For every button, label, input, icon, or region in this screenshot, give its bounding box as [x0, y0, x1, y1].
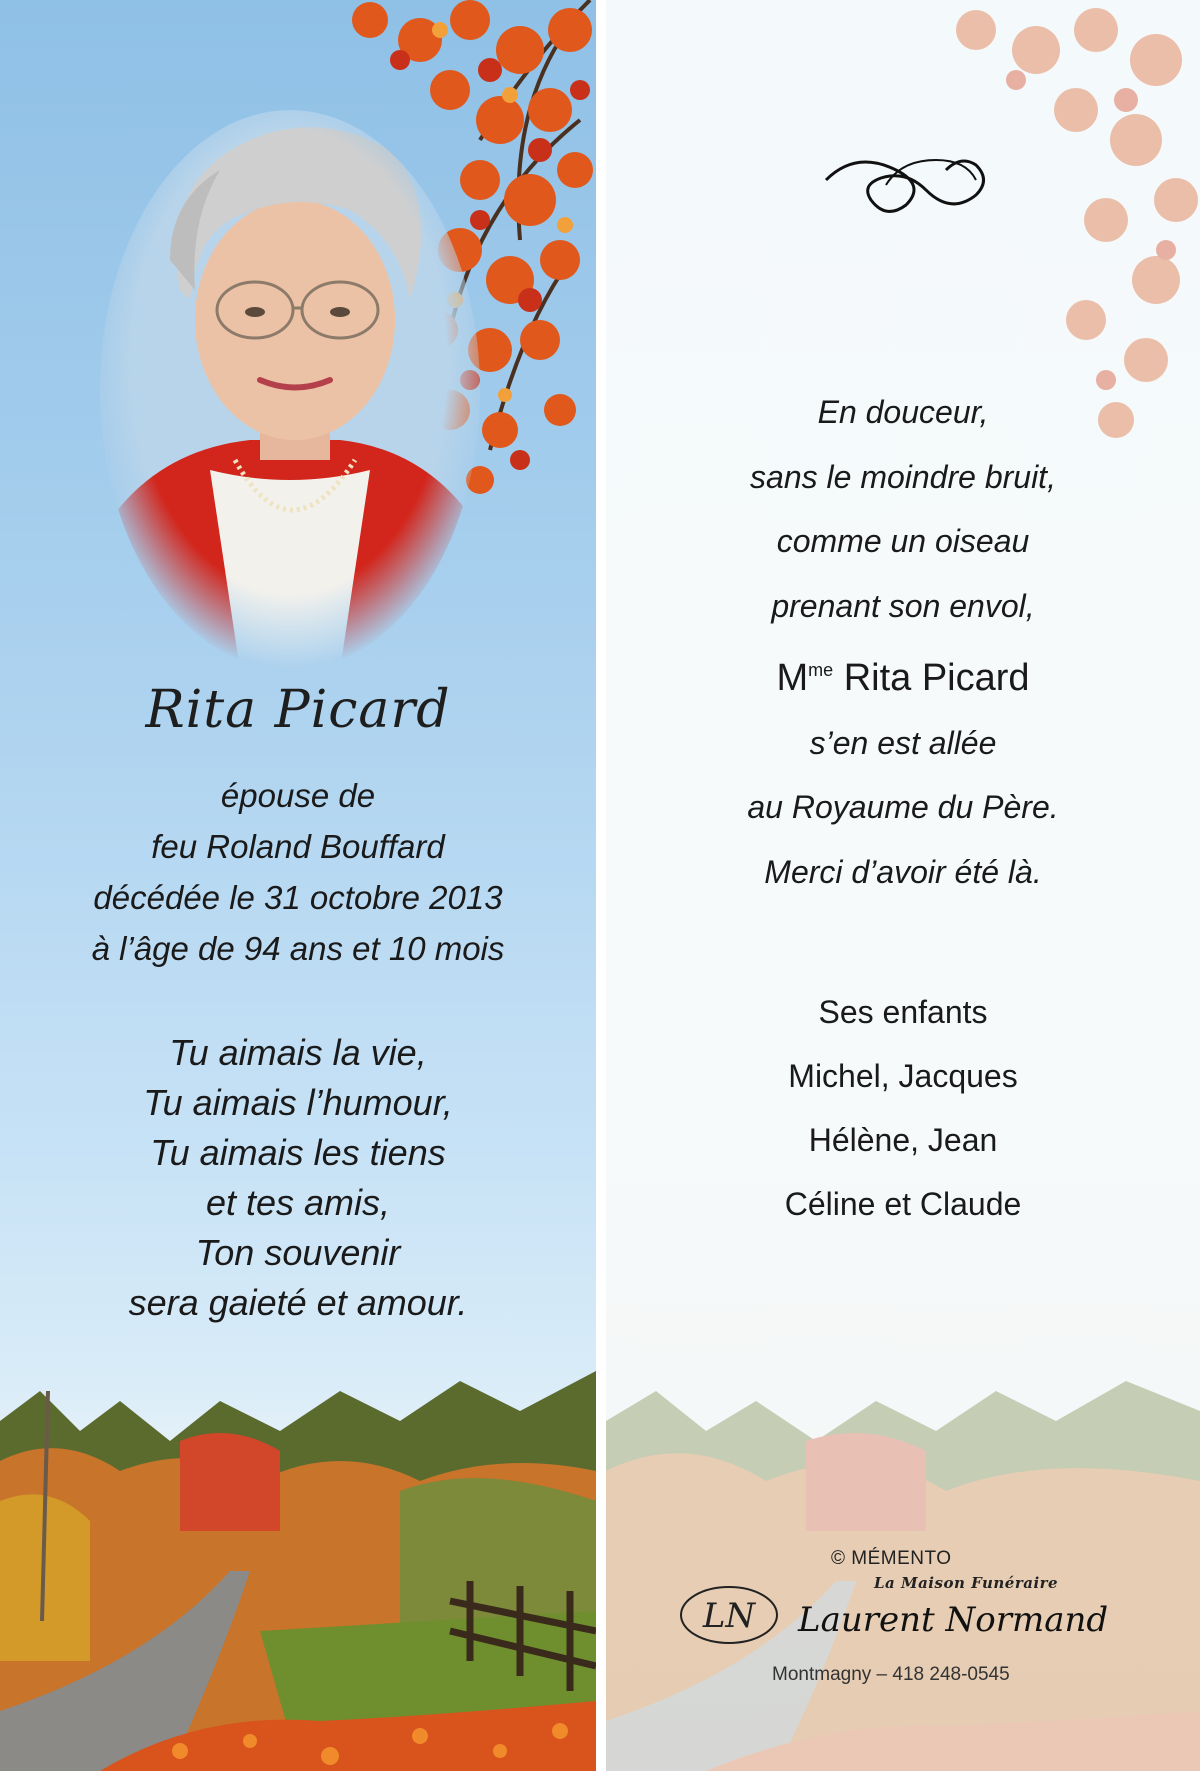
tribute-poem [0, 1028, 596, 1328]
poem-line: sera gaieté et amour. [128, 1282, 468, 1323]
poem-line: s’en est allée [809, 724, 997, 761]
poem-line: prenant son envol, [771, 587, 1035, 624]
farewell-poem [606, 380, 1200, 904]
poem-line: sans le moindre bruit, [750, 458, 1056, 495]
children-heading: Ses enfants [818, 994, 988, 1030]
funeral-home-contact: Montmagny – 418 248-0545 [772, 1664, 1010, 1685]
children-line: Michel, Jacques [788, 1058, 1018, 1094]
memorial-card-back [606, 0, 1200, 1771]
poem-line: Tu aimais les tiens [150, 1132, 446, 1173]
portrait-photo [100, 90, 480, 670]
poem-line: Ton souvenir [195, 1232, 401, 1273]
poem-line: au Royaume du Père. [747, 789, 1059, 825]
poem-line: comme un oiseau [776, 523, 1030, 559]
poem-line: Tu aimais l’humour, [143, 1082, 453, 1123]
honorific-superscript: me [808, 660, 834, 680]
poem-line: et tes amis, [205, 1182, 391, 1223]
logo-monogram: LN [702, 1596, 756, 1636]
bio-line: à l’âge de 94 ans et 10 mois [91, 930, 505, 967]
deceased-name-script: Rita Picard [145, 680, 451, 740]
funeral-home-prefix: La Maison Funéraire [874, 1574, 1059, 1592]
bio-line: feu Roland Bouffard [151, 828, 445, 865]
memorial-card-front [0, 0, 596, 1771]
memento-credit: © MÉMENTO [831, 1548, 952, 1569]
swirl-ornament-icon [816, 140, 996, 230]
bio-line: décédée le 31 octobre 2013 [93, 879, 503, 916]
poem-line: Tu aimais la vie, [169, 1032, 427, 1073]
children-line: Céline et Claude [784, 1186, 1022, 1222]
honorific: M [776, 657, 809, 699]
children-line: Hélène, Jean [808, 1122, 998, 1158]
children-list [606, 980, 1200, 1236]
poem-line: Merci d’avoir été là. [764, 853, 1042, 890]
deceased-name-text: Rita Picard [843, 657, 1030, 699]
poem-line: En douceur, [817, 394, 989, 430]
card-separator [596, 0, 606, 1771]
bio-line: épouse de [220, 777, 376, 814]
funeral-home-logo [674, 1580, 784, 1650]
funeral-home-name: Laurent Normand [798, 1600, 1109, 1640]
autumn-road-landscape [0, 1331, 596, 1771]
biography-text [0, 770, 596, 974]
deceased-name [606, 638, 1200, 711]
